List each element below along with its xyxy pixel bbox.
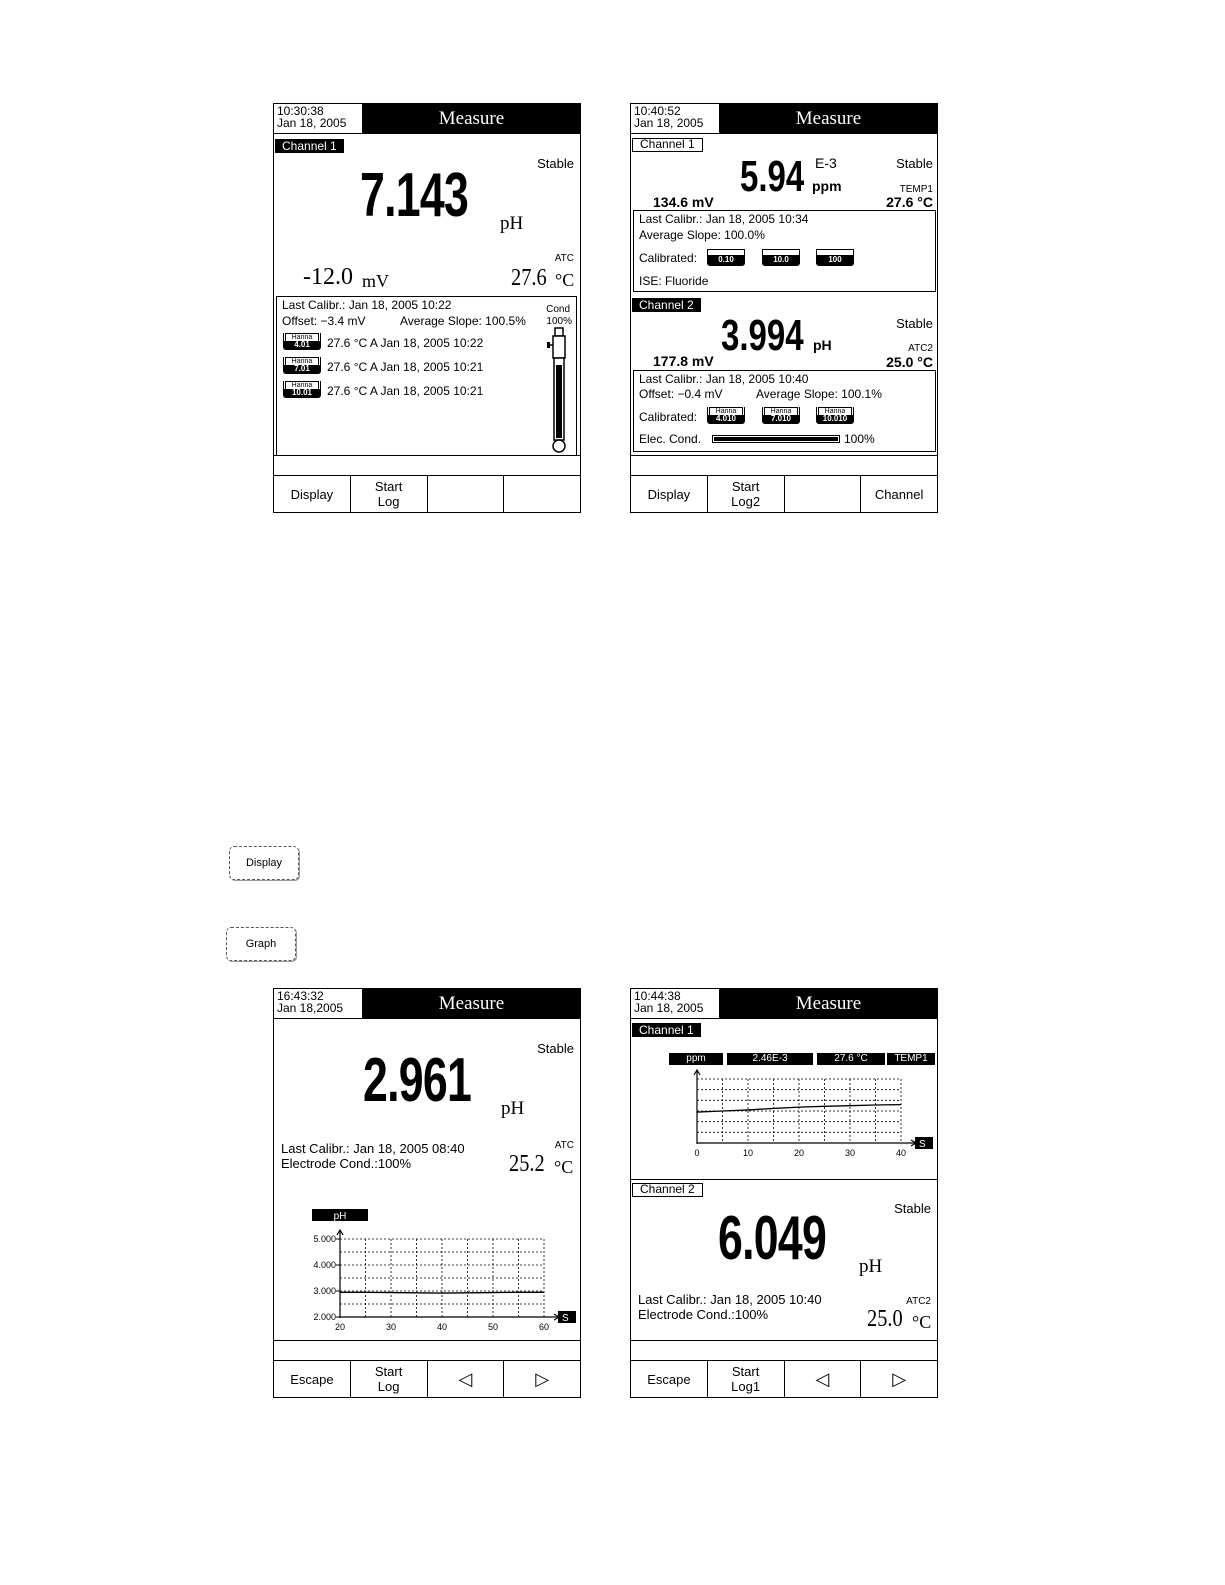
blank-softkey-3[interactable] bbox=[785, 476, 862, 512]
ch2-reading: 3.994 bbox=[721, 311, 804, 360]
ph-trend-chart bbox=[274, 1209, 580, 1339]
ise-type: ISE: Fluoride bbox=[639, 274, 709, 288]
escape-softkey[interactable] bbox=[631, 1361, 708, 1397]
offset: Offset: −3.4 mV bbox=[282, 314, 366, 328]
buffer-brand: Hanna bbox=[285, 333, 319, 342]
last-calibration: Last Calibr.: Jan 18, 2005 08:40 bbox=[281, 1141, 465, 1156]
last-calibration: Last Calibr.: Jan 18, 2005 10:22 bbox=[282, 298, 452, 312]
buffer-beaker-icon bbox=[283, 333, 321, 350]
channel-2-label: Channel 2 bbox=[632, 298, 701, 312]
temp-value: 25.0 bbox=[867, 1306, 903, 1332]
x-tick-label: 20 bbox=[793, 1148, 805, 1158]
buffer-brand: Hanna bbox=[764, 407, 798, 416]
x-tick-label: 30 bbox=[385, 1322, 397, 1332]
escape-softkey[interactable] bbox=[274, 1361, 351, 1397]
buffer-value: 10.01 bbox=[284, 389, 320, 397]
standard-beaker-icon bbox=[762, 249, 800, 266]
mv-value: -12.0 bbox=[303, 264, 353, 290]
display-key[interactable] bbox=[229, 846, 299, 880]
standard-value: 100 bbox=[817, 255, 853, 265]
header-bar bbox=[631, 104, 937, 134]
scroll-left-softkey[interactable] bbox=[785, 1361, 862, 1397]
channel-label: Channel 1 bbox=[275, 139, 344, 153]
main-reading: 2.961 bbox=[363, 1046, 472, 1115]
screen-dual-channel bbox=[630, 103, 938, 513]
last-calibration: Last Calibr.: Jan 18, 2005 10:40 bbox=[638, 1292, 822, 1307]
buffer-beaker-icon bbox=[816, 407, 854, 424]
elec-cond-label: Elec. Cond. bbox=[639, 432, 702, 446]
electrode-condition: Electrode Cond.:100% bbox=[638, 1307, 769, 1322]
x-tick-label: 40 bbox=[436, 1322, 448, 1332]
ch2-unit: pH bbox=[813, 337, 832, 353]
standard-beaker-icon bbox=[707, 249, 745, 266]
ch2-mv: 177.8 mV bbox=[653, 353, 714, 369]
screen-ph-graph bbox=[273, 988, 581, 1398]
graph-unit-tag: ppm bbox=[669, 1053, 723, 1065]
time: 16:43:32 bbox=[277, 989, 324, 1003]
channel-1-label: Channel 1 bbox=[632, 138, 703, 152]
softkey-label: Start Log1 bbox=[731, 1364, 761, 1394]
graph-temp-mode-tag: TEMP1 bbox=[887, 1053, 935, 1065]
y-tick-label: 4.000 bbox=[313, 1260, 336, 1270]
x-tick-label: 10 bbox=[742, 1148, 754, 1158]
date: Jan 18, 2005 bbox=[634, 116, 704, 130]
buffer-brand: Hanna bbox=[818, 407, 852, 416]
x-tick-label: 30 bbox=[844, 1148, 856, 1158]
temp-mode: ATC2 bbox=[906, 1296, 931, 1307]
ch2-offset: Offset: −0.4 mV bbox=[639, 387, 723, 401]
x-tick-label: 60 bbox=[538, 1322, 550, 1332]
graph-key[interactable] bbox=[226, 927, 296, 961]
header-bar bbox=[274, 989, 580, 1019]
softkey-label: Start Log bbox=[374, 1364, 403, 1394]
screen-title: Measure bbox=[795, 993, 862, 1014]
scroll-right-softkey[interactable] bbox=[861, 1361, 937, 1397]
display-softkey[interactable] bbox=[274, 476, 351, 512]
buffer-beaker-icon bbox=[283, 381, 321, 398]
temp-unit: °C bbox=[555, 270, 575, 290]
date: Jan 18,2005 bbox=[277, 1001, 344, 1015]
scroll-left-softkey[interactable] bbox=[428, 1361, 505, 1397]
temp-value: 27.6 bbox=[511, 265, 547, 291]
calibration-panel bbox=[276, 296, 577, 456]
start-log1-softkey[interactable] bbox=[708, 1361, 785, 1397]
elec-cond-fill bbox=[714, 437, 838, 441]
reading-unit: pH bbox=[500, 213, 524, 234]
ch2-last-calibration: Last Calibr.: Jan 18, 2005 10:40 bbox=[639, 372, 809, 386]
channel-1-label: Channel 1 bbox=[632, 1023, 701, 1037]
x-tick-label: 40 bbox=[895, 1148, 907, 1158]
ch2-calibration-panel bbox=[633, 370, 936, 452]
ch2-stable-indicator: Stable bbox=[896, 316, 933, 331]
temp-mode: ATC bbox=[554, 1140, 574, 1151]
stable-indicator: Stable bbox=[537, 156, 574, 171]
buffer-brand: Hanna bbox=[709, 407, 743, 416]
softkey-label: Escape bbox=[290, 1371, 334, 1387]
divider bbox=[631, 455, 937, 456]
time: 10:30:38 bbox=[277, 104, 324, 118]
y-tick-label: 3.000 bbox=[313, 1286, 336, 1296]
softkey-label: Display bbox=[647, 486, 691, 502]
stable-indicator: Stable bbox=[894, 1201, 931, 1216]
right-arrow-icon: ▷ bbox=[535, 1368, 550, 1389]
start-log2-softkey[interactable] bbox=[708, 476, 785, 512]
buffer-row: 27.6 °C A Jan 18, 2005 10:21 bbox=[327, 384, 484, 398]
buffer-row: 27.6 °C A Jan 18, 2005 10:22 bbox=[327, 336, 484, 350]
header-bar bbox=[274, 104, 580, 134]
softkey-bar bbox=[631, 1360, 937, 1397]
reading-unit: pH bbox=[501, 1098, 525, 1119]
standard-value: 10.0 bbox=[763, 255, 799, 265]
x-axis-label: S bbox=[562, 1313, 569, 1324]
screen-title: Measure bbox=[438, 993, 505, 1014]
cond-label: Cond bbox=[546, 304, 570, 315]
screen-title: Measure bbox=[795, 108, 862, 129]
ch1-stable-indicator: Stable bbox=[896, 156, 933, 171]
datetime bbox=[631, 989, 720, 1019]
ch1-temp: 27.6 °C bbox=[886, 194, 933, 210]
buffer-value: 4.010 bbox=[708, 415, 744, 423]
buffer-brand: Hanna bbox=[285, 381, 319, 390]
buffer-beaker-icon bbox=[762, 407, 800, 424]
x-axis-label: S bbox=[919, 1139, 926, 1150]
y-tick-label: 2.000 bbox=[313, 1312, 336, 1322]
buffer-row: 27.6 °C A Jan 18, 2005 10:21 bbox=[327, 360, 484, 374]
ch1-last-calibration: Last Calibr.: Jan 18, 2005 10:34 bbox=[639, 212, 809, 226]
softkey-label: Display bbox=[290, 486, 334, 502]
screen-dual-graph bbox=[630, 988, 938, 1398]
elec-cond-value: 100% bbox=[844, 432, 875, 446]
ch2-temp-mode: ATC2 bbox=[908, 343, 933, 354]
divider bbox=[274, 1340, 580, 1341]
standard-beaker-icon bbox=[816, 249, 854, 266]
softkey-label: Start Log2 bbox=[731, 479, 761, 509]
datetime bbox=[274, 989, 363, 1019]
softkey-bar bbox=[631, 475, 937, 512]
graph-temp-tag: 27.6 °C bbox=[817, 1053, 885, 1065]
ppm-trend-chart bbox=[631, 1065, 937, 1175]
temp-value: 25.2 bbox=[509, 1151, 545, 1177]
standard-value: 0.10 bbox=[708, 255, 744, 265]
buffer-value: 4.01 bbox=[284, 341, 320, 349]
x-tick-label: 50 bbox=[487, 1322, 499, 1332]
display-key-label: Display bbox=[245, 857, 283, 869]
start-log-softkey[interactable] bbox=[351, 1361, 428, 1397]
ch2-reading: 6.049 bbox=[718, 1204, 827, 1273]
channel-2-label: Channel 2 bbox=[632, 1183, 703, 1197]
ch1-exponent: E-3 bbox=[815, 155, 837, 171]
ch1-calibration-panel bbox=[633, 210, 936, 292]
blank-softkey-3[interactable] bbox=[428, 476, 505, 512]
datetime bbox=[631, 104, 720, 134]
graph-key-label: Graph bbox=[245, 938, 277, 950]
softkey-bar bbox=[274, 475, 580, 512]
electrode-condition-icon bbox=[545, 327, 573, 455]
buffer-value: 7.01 bbox=[284, 365, 320, 373]
ch1-mv: 134.6 mV bbox=[653, 194, 714, 210]
temp-mode: ATC bbox=[554, 253, 574, 264]
electrode-condition: Electrode Cond.:100% bbox=[281, 1156, 412, 1171]
elec-cond-bar bbox=[712, 435, 840, 443]
y-axis-label: pH bbox=[333, 1211, 347, 1222]
x-tick-label: 0 bbox=[694, 1148, 700, 1158]
softkey-label: Start Log bbox=[374, 479, 403, 509]
ch1-temp-mode: TEMP1 bbox=[899, 184, 933, 195]
screen-ph-measure-ch1 bbox=[273, 103, 581, 513]
graph-value-tag: 2.46E-3 bbox=[727, 1053, 813, 1065]
temp-unit: °C bbox=[912, 1312, 932, 1332]
cond-value: 100% bbox=[546, 316, 572, 327]
date: Jan 18, 2005 bbox=[277, 116, 347, 130]
ch1-average-slope: Average Slope: 100.0% bbox=[639, 228, 765, 242]
softkey-label: Escape bbox=[647, 1371, 691, 1387]
mv-unit: mV bbox=[362, 271, 389, 291]
ch1-calibrated-label: Calibrated: bbox=[639, 251, 698, 265]
left-arrow-icon: ◁ bbox=[458, 1368, 473, 1389]
channel-softkey[interactable] bbox=[861, 476, 937, 512]
ch1-unit: ppm bbox=[812, 178, 842, 194]
average-slope: Average Slope: 100.5% bbox=[400, 314, 526, 328]
main-reading: 7.143 bbox=[360, 161, 469, 230]
time: 10:40:52 bbox=[634, 104, 681, 118]
ch2-average-slope: Average Slope: 100.1% bbox=[756, 387, 882, 401]
ch2-temp: 25.0 °C bbox=[886, 354, 933, 370]
start-log-softkey[interactable] bbox=[351, 476, 428, 512]
stable-indicator: Stable bbox=[537, 1041, 574, 1056]
screen-title: Measure bbox=[438, 108, 505, 129]
softkey-label: Channel bbox=[874, 486, 924, 502]
right-arrow-icon: ▷ bbox=[892, 1368, 907, 1389]
divider bbox=[631, 1179, 937, 1180]
time: 10:44:38 bbox=[634, 989, 681, 1003]
x-tick-label: 20 bbox=[334, 1322, 346, 1332]
ch2-unit: pH bbox=[859, 1256, 883, 1277]
date: Jan 18, 2005 bbox=[634, 1001, 704, 1015]
blank-softkey-4[interactable] bbox=[504, 476, 580, 512]
buffer-brand: Hanna bbox=[285, 357, 319, 366]
datetime bbox=[274, 104, 363, 134]
scroll-right-softkey[interactable] bbox=[504, 1361, 580, 1397]
left-arrow-icon: ◁ bbox=[815, 1368, 830, 1389]
divider bbox=[274, 455, 580, 456]
divider bbox=[631, 1340, 937, 1341]
y-tick-label: 5.000 bbox=[313, 1234, 336, 1244]
display-softkey[interactable] bbox=[631, 476, 708, 512]
buffer-value: 7.010 bbox=[763, 415, 799, 423]
ch2-calibrated-label: Calibrated: bbox=[639, 410, 698, 424]
softkey-bar bbox=[274, 1360, 580, 1397]
temp-unit: °C bbox=[554, 1157, 574, 1177]
ch1-reading: 5.94 bbox=[740, 152, 805, 201]
buffer-beaker-icon bbox=[283, 357, 321, 374]
buffer-beaker-icon bbox=[707, 407, 745, 424]
buffer-value: 10.010 bbox=[817, 415, 853, 423]
header-bar bbox=[631, 989, 937, 1019]
